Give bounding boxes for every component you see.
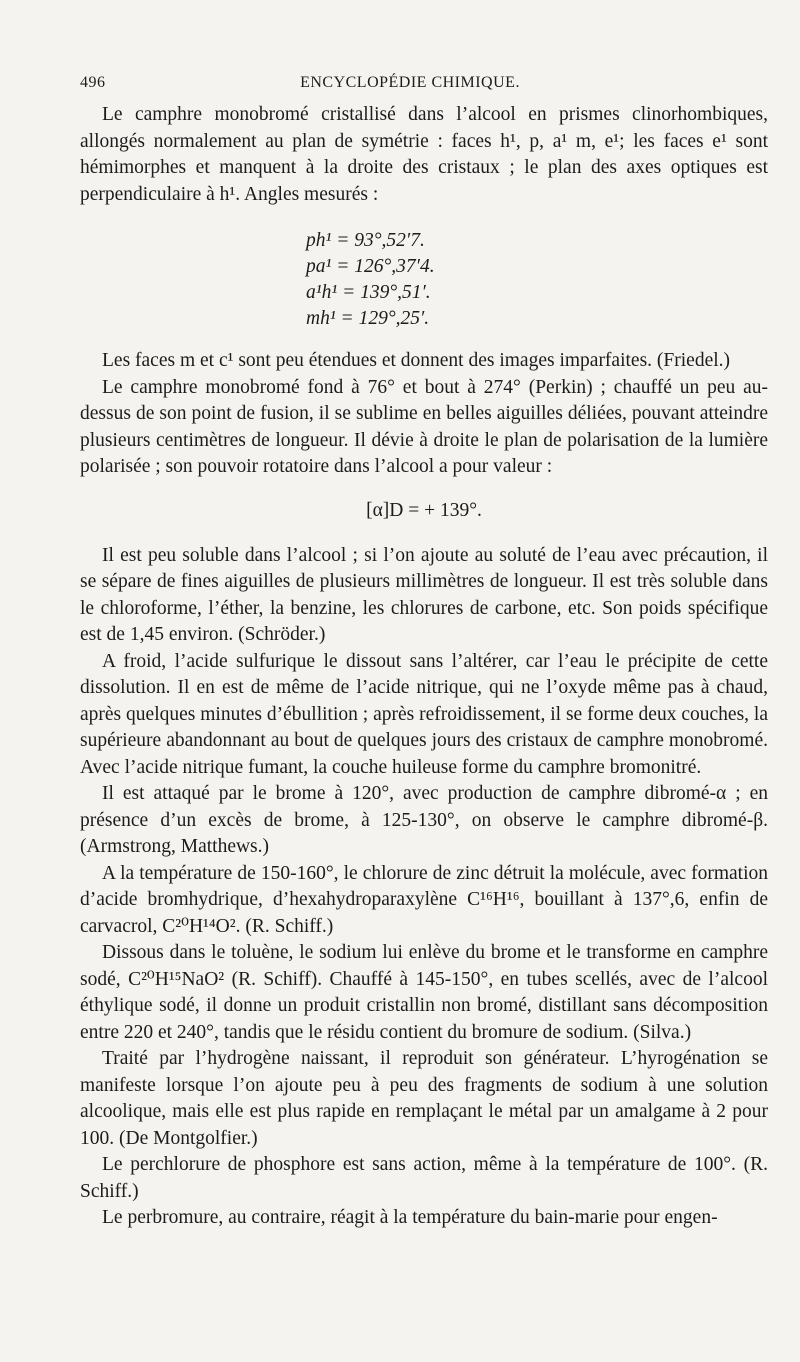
paragraph-crystallography: Le camphre monobromé cristallisé dans l’alcool en prismes clinorhombiques, allongés normalement au plan de symétrie : faces h¹, p, a¹ m, e¹; les faces e¹ sont hémimorphes et manquent à la droite des cristaux ; le plan des axes optiques est perpendiculaire à h¹. Angles mesurés :	[80, 104, 768, 205]
paragraph-perchloride: Le perchlorure de phosphore est sans action, même à la température de 100°. (R. Schiff.)	[80, 1154, 768, 1202]
paragraph-melting-point: Le camphre monobromé fond à 76° et bout à 274° (Perkin) ; chauffé un peu au-dessus de son point de fusion, il se sublime en belles aiguilles déliées, pouvant atteindre plusieurs centimètres de longueur. Il dévie à droite le plan de polarisation de la lumière polarisée ; son pouvoir rotatoire dans l’alcool a pour valeur :	[80, 376, 768, 477]
paragraph-bromine: Il est attaqué par le brome à 120°, avec production de camphre dibromé-α ; en présence d’un excès de brome, à 125-130°, on observe le camphre dibromé-β. (Armstrong, Matthews.)	[80, 783, 768, 857]
paragraph-acids: A froid, l’acide sulfurique le dissout sans l’altérer, car l’eau le précipite de cette dissolution. Il en est de même de l’acide nitrique, qui ne l’oxyde même pas à chaud, après quelques minutes d’ébullition ; après refroidissement, il se forme deux couches, la supérieure abandonnant au bout de quelques jours des cristaux de camphre monobromé. Avec l’acide nitrique fumant, la couche huileuse forme du camphre bromonitré.	[80, 650, 768, 778]
paragraph-solubility: Il est peu soluble dans l’alcool ; si l’on ajoute au soluté de l’eau avec précaution, il se sépare de fines aiguilles de plusieurs millimètres de longueur. Il est très soluble dans le chloroforme, l’éther, la benzine, les chlorures de carbone, etc. Son poids spécifique est de 1,45 environ. (Schröder.)	[80, 544, 768, 645]
page-body	[80, 102, 768, 1232]
paragraph-perbromide: Le perbromure, au contraire, réagit à la température du bain-marie pour engen-	[102, 1207, 718, 1228]
page-number: 496	[80, 74, 106, 91]
rotatory-power-formula: [α]D = + 139°.	[366, 499, 482, 521]
paragraph-sodium: Dissous dans le toluène, le sodium lui enlève du brome et le transforme en camphre sodé, C²⁰H¹⁵NaO² (R. Schiff). Chauffé à 145-150°, en tubes scellés, avec de l’alcool éthylique sodé, il donne un produit cristallin non bromé, distillant sans décomposition entre 220 et 240°, tandis que le résidu contient du bromure de sodium. (Silva.)	[80, 942, 768, 1043]
paragraph-zinc-chloride: A la température de 150-160°, le chlorure de zinc détruit la molécule, avec formation d’acide bromhydrique, d’hexahydroparaxylène C¹⁶H¹⁶, bouillant à 137°,6, enfin de carvacrol, C²⁰H¹⁴O². (R. Schiff.)	[80, 862, 768, 937]
angle-formula: mh¹ = 129°,25′.	[306, 308, 430, 329]
angle-formula: ph¹ = 93°,52′7.	[306, 230, 425, 251]
angle-measurements	[80, 228, 768, 332]
paragraph-faces: Les faces m et c¹ sont peu étendues et donnent des images imparfaites. (Friedel.)	[102, 350, 731, 371]
angle-formula: a¹h¹ = 139°,51′.	[306, 282, 431, 303]
paragraph-hydrogen: Traité par l’hydrogène naissant, il reproduit son générateur. L’hyrogénation se manifeste lorsque l’on ajoute peu à peu des fragments de sodium à une solution alcoolique, mais elle est plus rapide en remplaçant le métal par un amalgame à 2 pour 100. (De Montgolfier.)	[80, 1048, 768, 1149]
page-header	[80, 74, 740, 100]
running-title: ENCYCLOPÉDIE CHIMIQUE.	[300, 74, 520, 91]
angle-formula: pa¹ = 126°,37′4.	[306, 256, 435, 277]
